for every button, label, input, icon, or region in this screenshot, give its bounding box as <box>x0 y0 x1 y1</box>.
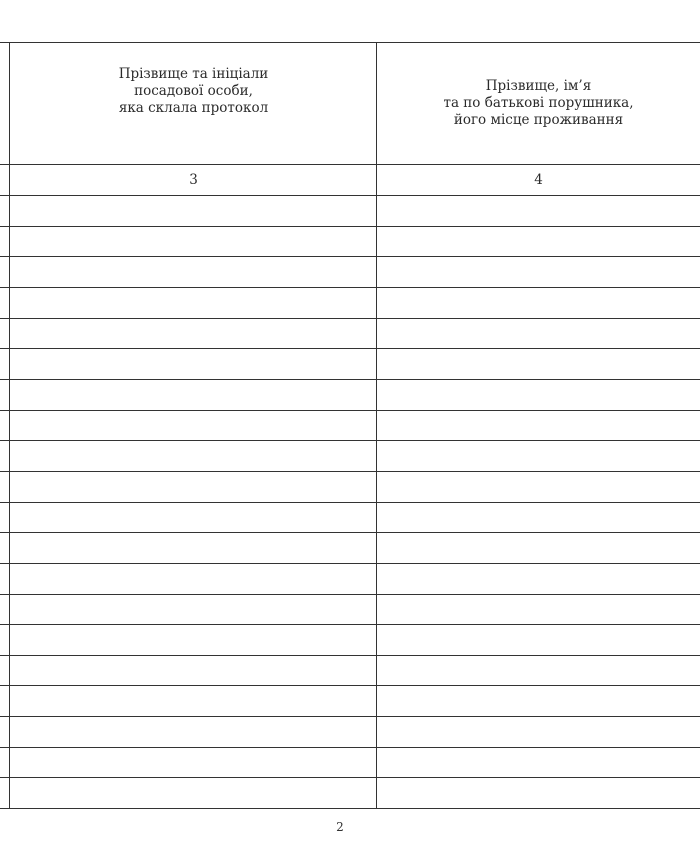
row-line <box>0 318 700 319</box>
page-number: 2 <box>336 820 344 834</box>
row-line <box>0 747 700 748</box>
row-line <box>0 502 700 503</box>
row-line <box>0 624 700 625</box>
column-header-offender <box>377 42 700 164</box>
column-number-officer-text: 3 <box>189 171 198 188</box>
row-line <box>0 685 700 686</box>
row-line <box>0 440 700 441</box>
row-line <box>0 287 700 288</box>
row-line <box>0 348 700 349</box>
column-number-offender <box>377 164 700 195</box>
row-line <box>0 655 700 656</box>
row-line <box>0 164 700 165</box>
column-header-officer-text: Прізвище та ініціали посадової особи, яка склала протокол <box>118 65 269 116</box>
row-line <box>0 471 700 472</box>
row-line <box>0 379 700 380</box>
row-line <box>0 410 700 411</box>
row-line <box>0 563 700 564</box>
column-header-offender-text: Прізвище, ім’я та по батькові порушника, його місце проживання <box>443 77 634 128</box>
row-line <box>0 226 700 227</box>
column-divider-left <box>9 42 10 808</box>
column-header-officer <box>10 30 377 152</box>
row-line <box>0 256 700 257</box>
column-divider-middle <box>376 42 377 808</box>
row-line <box>0 594 700 595</box>
table-bottom-border <box>0 808 700 809</box>
table-top-border <box>0 42 700 43</box>
column-number-offender-text: 4 <box>534 171 543 188</box>
row-line <box>0 195 700 196</box>
register-table <box>0 42 700 808</box>
row-line <box>0 532 700 533</box>
row-line <box>0 716 700 717</box>
row-line <box>0 777 700 778</box>
column-number-officer <box>10 164 377 195</box>
